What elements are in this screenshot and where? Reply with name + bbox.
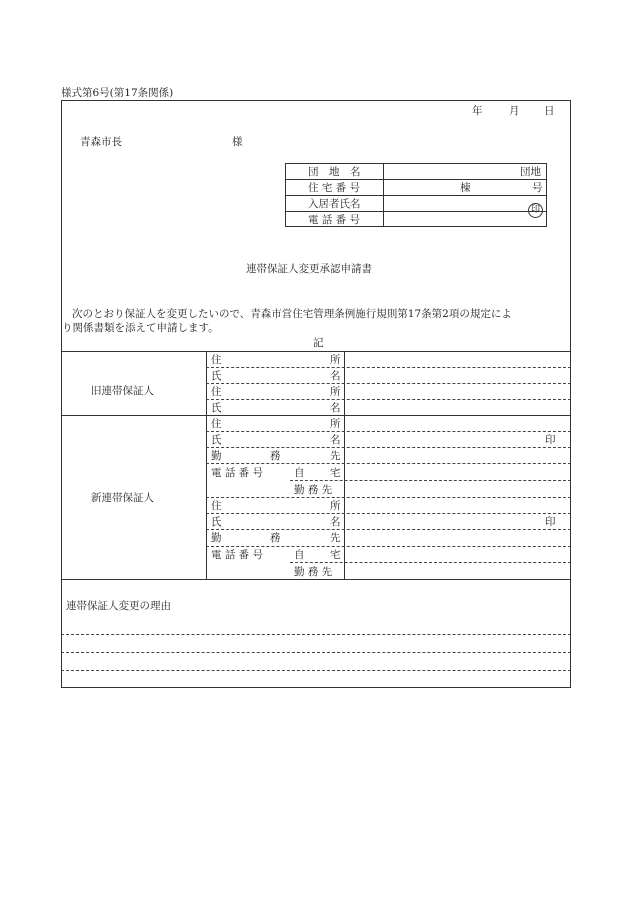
new-address-1-r: 所 <box>330 418 341 430</box>
new-phone-1: 電 話 番 号 <box>211 467 264 479</box>
new-work-1-m: 務 <box>270 450 281 462</box>
old-name-1-l: 氏 <box>211 370 222 382</box>
danchi-value[interactable] <box>385 164 545 179</box>
new-home-2-r: 宅 <box>330 549 341 561</box>
old-guarantor-heading: 旧連帯保証人 <box>91 385 154 397</box>
new-work-2-l: 勤 <box>211 532 222 544</box>
denwa-label: 電 話 番 号 <box>308 214 361 226</box>
old-address-1-r: 所 <box>330 354 341 366</box>
jutaku-label: 住 宅 番 号 <box>308 182 361 194</box>
new-work-2-r: 先 <box>330 532 341 544</box>
old-address-2-l: 住 <box>211 386 222 398</box>
old-name-1-r: 名 <box>330 370 341 382</box>
addressee-name: 青森市長 <box>80 136 122 148</box>
guarantor-value-column[interactable] <box>345 352 570 578</box>
document-title: 連帯保証人変更承認申請書 <box>246 263 372 275</box>
new-work-1-r: 先 <box>330 450 341 462</box>
new-name-2-l: 氏 <box>211 516 222 528</box>
form-number: 様式第6号(第17条関係) <box>61 87 174 99</box>
new-name-1-l: 氏 <box>211 434 222 446</box>
new-work-2-m: 務 <box>270 532 281 544</box>
old-address-2-r: 所 <box>330 386 341 398</box>
new-seal-1: 印 <box>545 434 556 446</box>
body-line-2: り関係書類を添えて申請します。 <box>62 322 219 334</box>
new-guarantor-heading: 新連帯保証人 <box>91 492 154 504</box>
new-home-2-l: 自 <box>294 549 305 561</box>
new-name-1-r: 名 <box>330 434 341 446</box>
date-month: 月 <box>509 105 520 117</box>
jutaku-value[interactable] <box>385 180 545 195</box>
old-name-2-l: 氏 <box>211 402 222 414</box>
to-suffix: 棟 <box>460 182 471 194</box>
reason-input-area[interactable] <box>62 618 570 686</box>
new-name-2-r: 名 <box>330 516 341 528</box>
new-home-1-r: 宅 <box>330 467 341 479</box>
new-phone-2: 電 話 番 号 <box>211 549 264 561</box>
old-address-1-l: 住 <box>211 354 222 366</box>
new-work-1-l: 勤 <box>211 450 222 462</box>
kyojusha-value[interactable] <box>385 196 545 211</box>
old-name-2-r: 名 <box>330 402 341 414</box>
body-line-1: 次のとおり保証人を変更したいので、青森市営住宅管理条例施行規則第17条第2項の規定によ <box>72 308 512 320</box>
new-seal-2: 印 <box>545 516 556 528</box>
applicant-info-table <box>285 163 547 227</box>
reason-label: 連帯保証人変更の理由 <box>66 600 171 612</box>
danchi-label: 団 地 名 <box>308 166 361 178</box>
ki-label: 記 <box>313 337 324 349</box>
new-address-2-r: 所 <box>330 500 341 512</box>
go-suffix: 号 <box>532 182 543 194</box>
new-workphone-1: 勤 務 先 <box>294 484 333 496</box>
new-address-1-l: 住 <box>211 418 222 430</box>
new-home-1-l: 自 <box>294 467 305 479</box>
seal-mark: 印 <box>528 197 543 218</box>
kyojusha-label: 入居者氏名 <box>308 198 361 210</box>
danchi-suffix: 団地 <box>520 166 541 178</box>
new-address-2-l: 住 <box>211 500 222 512</box>
date-year: 年 <box>472 105 483 117</box>
new-workphone-2: 勤 務 先 <box>294 566 333 578</box>
addressee-honorific: 様 <box>232 136 243 148</box>
date-day: 日 <box>544 105 555 117</box>
denwa-value[interactable] <box>385 212 545 226</box>
